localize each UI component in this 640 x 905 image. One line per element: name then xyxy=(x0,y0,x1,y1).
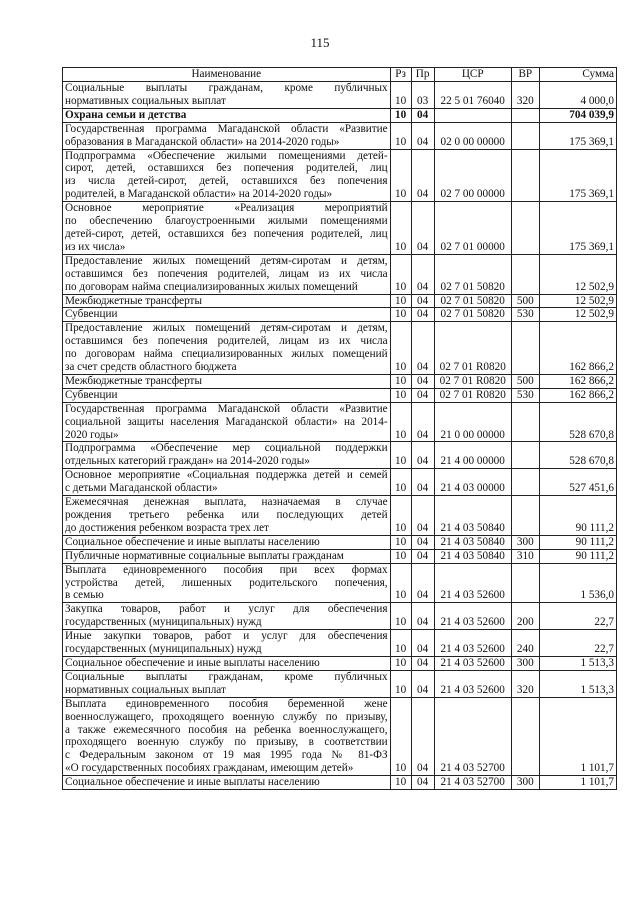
header-vr: ВР xyxy=(511,68,539,82)
cell-rz: 10 xyxy=(390,202,411,255)
cell-rz: 10 xyxy=(390,322,411,375)
name-line: 2020 годы» xyxy=(65,428,119,441)
cell-pr: 04 xyxy=(411,202,434,255)
cell-csr: 02 7 01 R0820 xyxy=(434,322,511,375)
cell-vr: 200 xyxy=(511,603,539,630)
name-line: а также ежемесячного пособия на ребенка военнослужащего, xyxy=(65,723,388,736)
cell-sum: 12 502,9 xyxy=(539,294,616,308)
name-line: нормативных социальных выплат xyxy=(65,683,226,696)
cell-vr: 240 xyxy=(511,630,539,657)
name-line: Субвенции xyxy=(65,308,118,321)
table-row xyxy=(63,442,617,469)
name-line: Ежемесячная денежная выплата, назначаемая в случае xyxy=(65,496,388,509)
name-line: рождения третьего ребенка или последующих детей xyxy=(65,509,388,521)
cell-pr: 04 xyxy=(411,469,434,496)
cell-pr: 04 xyxy=(411,603,434,630)
name-line: Основное мероприятие «Социальная поддержка детей и семей xyxy=(65,469,388,482)
cell-vr xyxy=(511,697,539,775)
cell-rz: 10 xyxy=(390,535,411,549)
table-row xyxy=(63,82,617,109)
name-line: по договорам найма специализированных жилых помещений xyxy=(65,280,358,293)
cell-vr: 300 xyxy=(511,535,539,549)
cell-pr: 04 xyxy=(411,442,434,469)
cell-rz: 10 xyxy=(390,294,411,308)
cell-pr: 04 xyxy=(411,630,434,657)
name-line: оставшимся без попечения родителей, лицам из их числа xyxy=(65,335,388,348)
cell-vr xyxy=(511,254,539,294)
cell-vr xyxy=(511,496,539,536)
cell-vr xyxy=(511,149,539,202)
table-row xyxy=(63,549,617,563)
cell-sum: 12 502,9 xyxy=(539,308,616,322)
cell-csr: 21 4 03 52600 xyxy=(434,656,511,670)
table-row xyxy=(63,670,617,697)
cell-vr xyxy=(511,108,539,122)
cell-rz: 10 xyxy=(390,402,411,442)
cell-rz: 10 xyxy=(390,442,411,469)
cell-pr: 04 xyxy=(411,322,434,375)
cell-vr: 320 xyxy=(511,670,539,697)
table-row xyxy=(63,630,617,657)
cell-vr xyxy=(511,469,539,496)
name-line: Публичные нормативные социальные выплаты гражданам xyxy=(65,549,344,562)
table-row xyxy=(63,697,617,775)
cell-name xyxy=(63,496,391,536)
cell-name xyxy=(63,442,391,469)
name-line: Субвенции xyxy=(65,388,118,401)
cell-csr: 21 0 00 00000 xyxy=(434,402,511,442)
cell-rz: 10 xyxy=(390,108,411,122)
cell-name xyxy=(63,402,391,442)
cell-sum: 528 670,8 xyxy=(539,442,616,469)
cell-name xyxy=(63,697,391,775)
cell-csr: 02 7 01 00000 xyxy=(434,202,511,255)
page-number: 115 xyxy=(310,35,330,50)
cell-sum: 90 111,2 xyxy=(539,549,616,563)
cell-name xyxy=(63,308,391,322)
table-row xyxy=(63,254,617,294)
cell-sum: 162 866,2 xyxy=(539,322,616,375)
table-row xyxy=(63,776,617,790)
cell-vr xyxy=(511,322,539,375)
cell-csr: 21 4 03 52700 xyxy=(434,776,511,790)
cell-rz: 10 xyxy=(390,697,411,775)
name-line: Выплата единовременного пособия при всех формах xyxy=(65,563,388,576)
cell-csr: 02 7 01 R0820 xyxy=(434,374,511,388)
cell-name xyxy=(63,202,391,255)
cell-pr: 04 xyxy=(411,496,434,536)
name-line: образования в Магаданской области» на 2014-2020 годы» xyxy=(65,135,340,148)
cell-sum: 704 039,9 xyxy=(539,108,616,122)
cell-sum: 1 101,7 xyxy=(539,776,616,790)
header-pr: Пр xyxy=(411,68,434,82)
table-row xyxy=(63,603,617,630)
cell-name xyxy=(63,108,391,122)
cell-csr: 02 0 00 00000 xyxy=(434,122,511,149)
cell-csr: 02 7 00 00000 xyxy=(434,149,511,202)
name-line: родителей, в Магаданской области» на 2014-2020 годы» xyxy=(65,188,333,201)
cell-sum: 162 866,2 xyxy=(539,388,616,402)
name-line: Социальное обеспечение и иные выплаты населению xyxy=(65,535,320,548)
name-line: по договорам найма специализированных жилых помещений xyxy=(65,348,388,361)
cell-sum: 90 111,2 xyxy=(539,496,616,536)
name-line: Подпрограмма «Обеспечение жилыми помещениями детей- xyxy=(65,149,388,162)
table-row xyxy=(63,388,617,402)
name-line: Социальные выплаты гражданам, кроме публичных xyxy=(65,670,388,683)
cell-pr: 04 xyxy=(411,308,434,322)
cell-vr: 500 xyxy=(511,294,539,308)
cell-name xyxy=(63,630,391,657)
name-line: Охрана семьи и детства xyxy=(65,108,187,121)
cell-sum: 162 866,2 xyxy=(539,374,616,388)
name-line: Выплата единовременного пособия беременной жене xyxy=(65,697,388,710)
name-line: Основное мероприятие «Реализация мероприятий xyxy=(65,202,388,215)
cell-sum: 22,7 xyxy=(539,603,616,630)
name-line: из их числа» xyxy=(65,240,126,253)
cell-name xyxy=(63,122,391,149)
cell-rz: 10 xyxy=(390,496,411,536)
cell-vr: 300 xyxy=(511,776,539,790)
cell-csr xyxy=(434,108,511,122)
cell-name xyxy=(63,388,391,402)
cell-vr xyxy=(511,563,539,603)
cell-rz: 10 xyxy=(390,563,411,603)
cell-vr: 320 xyxy=(511,82,539,109)
budget-table xyxy=(62,67,617,790)
cell-name xyxy=(63,535,391,549)
name-line: Социальные выплаты гражданам, кроме публичных xyxy=(65,82,388,94)
cell-pr: 04 xyxy=(411,670,434,697)
name-line: устройства детей, лишенных родительского попечения, xyxy=(65,576,388,589)
cell-csr: 21 4 03 52700 xyxy=(434,697,511,775)
cell-vr: 300 xyxy=(511,656,539,670)
cell-rz: 10 xyxy=(390,603,411,630)
cell-rz: 10 xyxy=(390,122,411,149)
cell-name xyxy=(63,603,391,630)
cell-csr: 21 4 03 50840 xyxy=(434,496,511,536)
cell-csr: 21 4 03 00000 xyxy=(434,469,511,496)
table-row xyxy=(63,202,617,255)
cell-rz: 10 xyxy=(390,374,411,388)
cell-rz: 10 xyxy=(390,308,411,322)
name-line: военнослужащего, проходящего военную службу по призыву, xyxy=(65,710,388,723)
name-line: в семью xyxy=(65,589,104,602)
cell-pr: 04 xyxy=(411,108,434,122)
cell-sum: 4 000,0 xyxy=(539,82,616,109)
cell-csr: 02 7 01 50820 xyxy=(434,294,511,308)
cell-sum: 1 536,0 xyxy=(539,563,616,603)
cell-rz: 10 xyxy=(390,254,411,294)
cell-csr: 22 5 01 76040 xyxy=(434,82,511,109)
cell-pr: 04 xyxy=(411,122,434,149)
cell-csr: 21 4 03 52600 xyxy=(434,630,511,657)
cell-name xyxy=(63,294,391,308)
name-line: оставшимся без попечения родителей, лицам из их числа xyxy=(65,267,388,280)
cell-sum: 22,7 xyxy=(539,630,616,657)
header-rz: Рз xyxy=(390,68,411,82)
table-row xyxy=(63,374,617,388)
cell-sum: 1 101,7 xyxy=(539,697,616,775)
cell-name xyxy=(63,469,391,496)
table-row xyxy=(63,122,617,149)
cell-sum: 1 513,3 xyxy=(539,656,616,670)
name-line: «О государственных пособиях гражданам, имеющим детей» xyxy=(65,762,354,775)
cell-pr: 04 xyxy=(411,776,434,790)
cell-pr: 04 xyxy=(411,254,434,294)
cell-vr xyxy=(511,402,539,442)
name-line: проходящего военную службу по призыву, в соответствии xyxy=(65,736,388,749)
cell-pr: 04 xyxy=(411,388,434,402)
cell-sum: 527 451,6 xyxy=(539,469,616,496)
cell-name xyxy=(63,82,391,109)
header-name: Наименование xyxy=(63,68,391,82)
cell-pr: 03 xyxy=(411,82,434,109)
cell-name xyxy=(63,254,391,294)
name-line: Предоставление жилых помещений детям-сиротам и детям, xyxy=(65,322,388,335)
name-line: государственных (муниципальных) нужд xyxy=(65,616,262,629)
cell-sum: 1 513,3 xyxy=(539,670,616,697)
name-line: Межбюджетные трансферты xyxy=(65,374,202,387)
cell-name xyxy=(63,322,391,375)
table-row xyxy=(63,108,617,122)
cell-sum: 175 369,1 xyxy=(539,202,616,255)
cell-rz: 10 xyxy=(390,656,411,670)
cell-csr: 21 4 03 52600 xyxy=(434,563,511,603)
cell-name xyxy=(63,374,391,388)
cell-csr: 21 4 03 52600 xyxy=(434,670,511,697)
name-line: Социальное обеспечение и иные выплаты населению xyxy=(65,656,320,669)
cell-pr: 04 xyxy=(411,563,434,603)
cell-vr: 500 xyxy=(511,374,539,388)
table-header-row xyxy=(63,68,617,82)
cell-pr: 04 xyxy=(411,402,434,442)
cell-pr: 04 xyxy=(411,294,434,308)
name-line: Государственная программа Магаданской области «Развитие xyxy=(65,402,388,415)
cell-sum: 175 369,1 xyxy=(539,122,616,149)
name-line: социальной защиты населения Магаданской области» на 2014- xyxy=(65,415,388,428)
name-line: Межбюджетные трансферты xyxy=(65,294,202,307)
cell-pr: 04 xyxy=(411,656,434,670)
cell-csr: 21 4 03 50840 xyxy=(434,549,511,563)
name-line: с Федеральным законом от 19 мая 1995 года № 81-ФЗ xyxy=(65,749,388,762)
cell-pr: 04 xyxy=(411,149,434,202)
table-body xyxy=(63,82,617,790)
name-line: из числа детей-сирот, детей, оставшихся без попечения xyxy=(65,175,388,188)
cell-rz: 10 xyxy=(390,776,411,790)
table-row xyxy=(63,149,617,202)
name-line: государственных (муниципальных) нужд xyxy=(65,643,262,656)
cell-vr xyxy=(511,442,539,469)
header-csr: ЦСР xyxy=(434,68,511,82)
table-row xyxy=(63,294,617,308)
name-line: с детьми Магаданской области» xyxy=(65,482,218,495)
cell-csr: 21 4 03 50840 xyxy=(434,535,511,549)
name-line: Социальное обеспечение и иные выплаты населению xyxy=(65,776,320,789)
cell-vr: 530 xyxy=(511,308,539,322)
cell-rz: 10 xyxy=(390,469,411,496)
table-row xyxy=(63,496,617,536)
header-sum: Сумма xyxy=(539,68,616,82)
table-row xyxy=(63,322,617,375)
table-row xyxy=(63,535,617,549)
name-line: по обеспечению благоустроенными жилыми помещениями xyxy=(65,215,388,228)
cell-name xyxy=(63,563,391,603)
cell-pr: 04 xyxy=(411,549,434,563)
cell-rz: 10 xyxy=(390,82,411,109)
name-line: отдельных категорий граждан» на 2014-2020 годы» xyxy=(65,455,310,468)
name-line: Подпрограмма «Обеспечение мер социальной поддержки xyxy=(65,442,388,455)
cell-csr: 02 7 01 50820 xyxy=(434,308,511,322)
name-line: Иные закупки товаров, работ и услуг для обеспечения xyxy=(65,630,388,643)
cell-pr: 04 xyxy=(411,374,434,388)
table-row xyxy=(63,656,617,670)
cell-rz: 10 xyxy=(390,630,411,657)
cell-sum: 528 670,8 xyxy=(539,402,616,442)
cell-vr xyxy=(511,122,539,149)
table-row xyxy=(63,563,617,603)
cell-csr: 21 4 03 52600 xyxy=(434,603,511,630)
cell-name xyxy=(63,656,391,670)
cell-pr: 04 xyxy=(411,697,434,775)
name-line: за счет средств областного бюджета xyxy=(65,361,237,374)
table-row xyxy=(63,308,617,322)
cell-vr xyxy=(511,202,539,255)
table-row xyxy=(63,469,617,496)
cell-name xyxy=(63,776,391,790)
cell-rz: 10 xyxy=(390,149,411,202)
cell-name xyxy=(63,549,391,563)
cell-csr: 02 7 01 R0820 xyxy=(434,388,511,402)
cell-pr: 04 xyxy=(411,535,434,549)
name-line: детей-сирот, детей, оставшихся без попечения родителей, лиц xyxy=(65,227,388,240)
name-line: Закупка товаров, работ и услуг для обеспечения xyxy=(65,603,388,616)
cell-rz: 10 xyxy=(390,388,411,402)
name-line: до достижения ребенком возраста трех лет xyxy=(65,521,269,534)
name-line: Предоставление жилых помещений детям-сиротам и детям, xyxy=(65,254,388,267)
cell-vr: 530 xyxy=(511,388,539,402)
cell-csr: 02 7 01 50820 xyxy=(434,254,511,294)
name-line: сирот, детей, оставшихся без попечения родителей, лиц xyxy=(65,162,388,175)
cell-sum: 90 111,2 xyxy=(539,535,616,549)
cell-name xyxy=(63,670,391,697)
cell-rz: 10 xyxy=(390,549,411,563)
name-line: Государственная программа Магаданской области «Развитие xyxy=(65,122,388,135)
name-line: нормативных социальных выплат xyxy=(65,94,226,107)
cell-sum: 12 502,9 xyxy=(539,254,616,294)
table-row xyxy=(63,402,617,442)
cell-name xyxy=(63,149,391,202)
cell-sum: 175 369,1 xyxy=(539,149,616,202)
cell-rz: 10 xyxy=(390,670,411,697)
cell-vr: 310 xyxy=(511,549,539,563)
cell-csr: 21 4 00 00000 xyxy=(434,442,511,469)
